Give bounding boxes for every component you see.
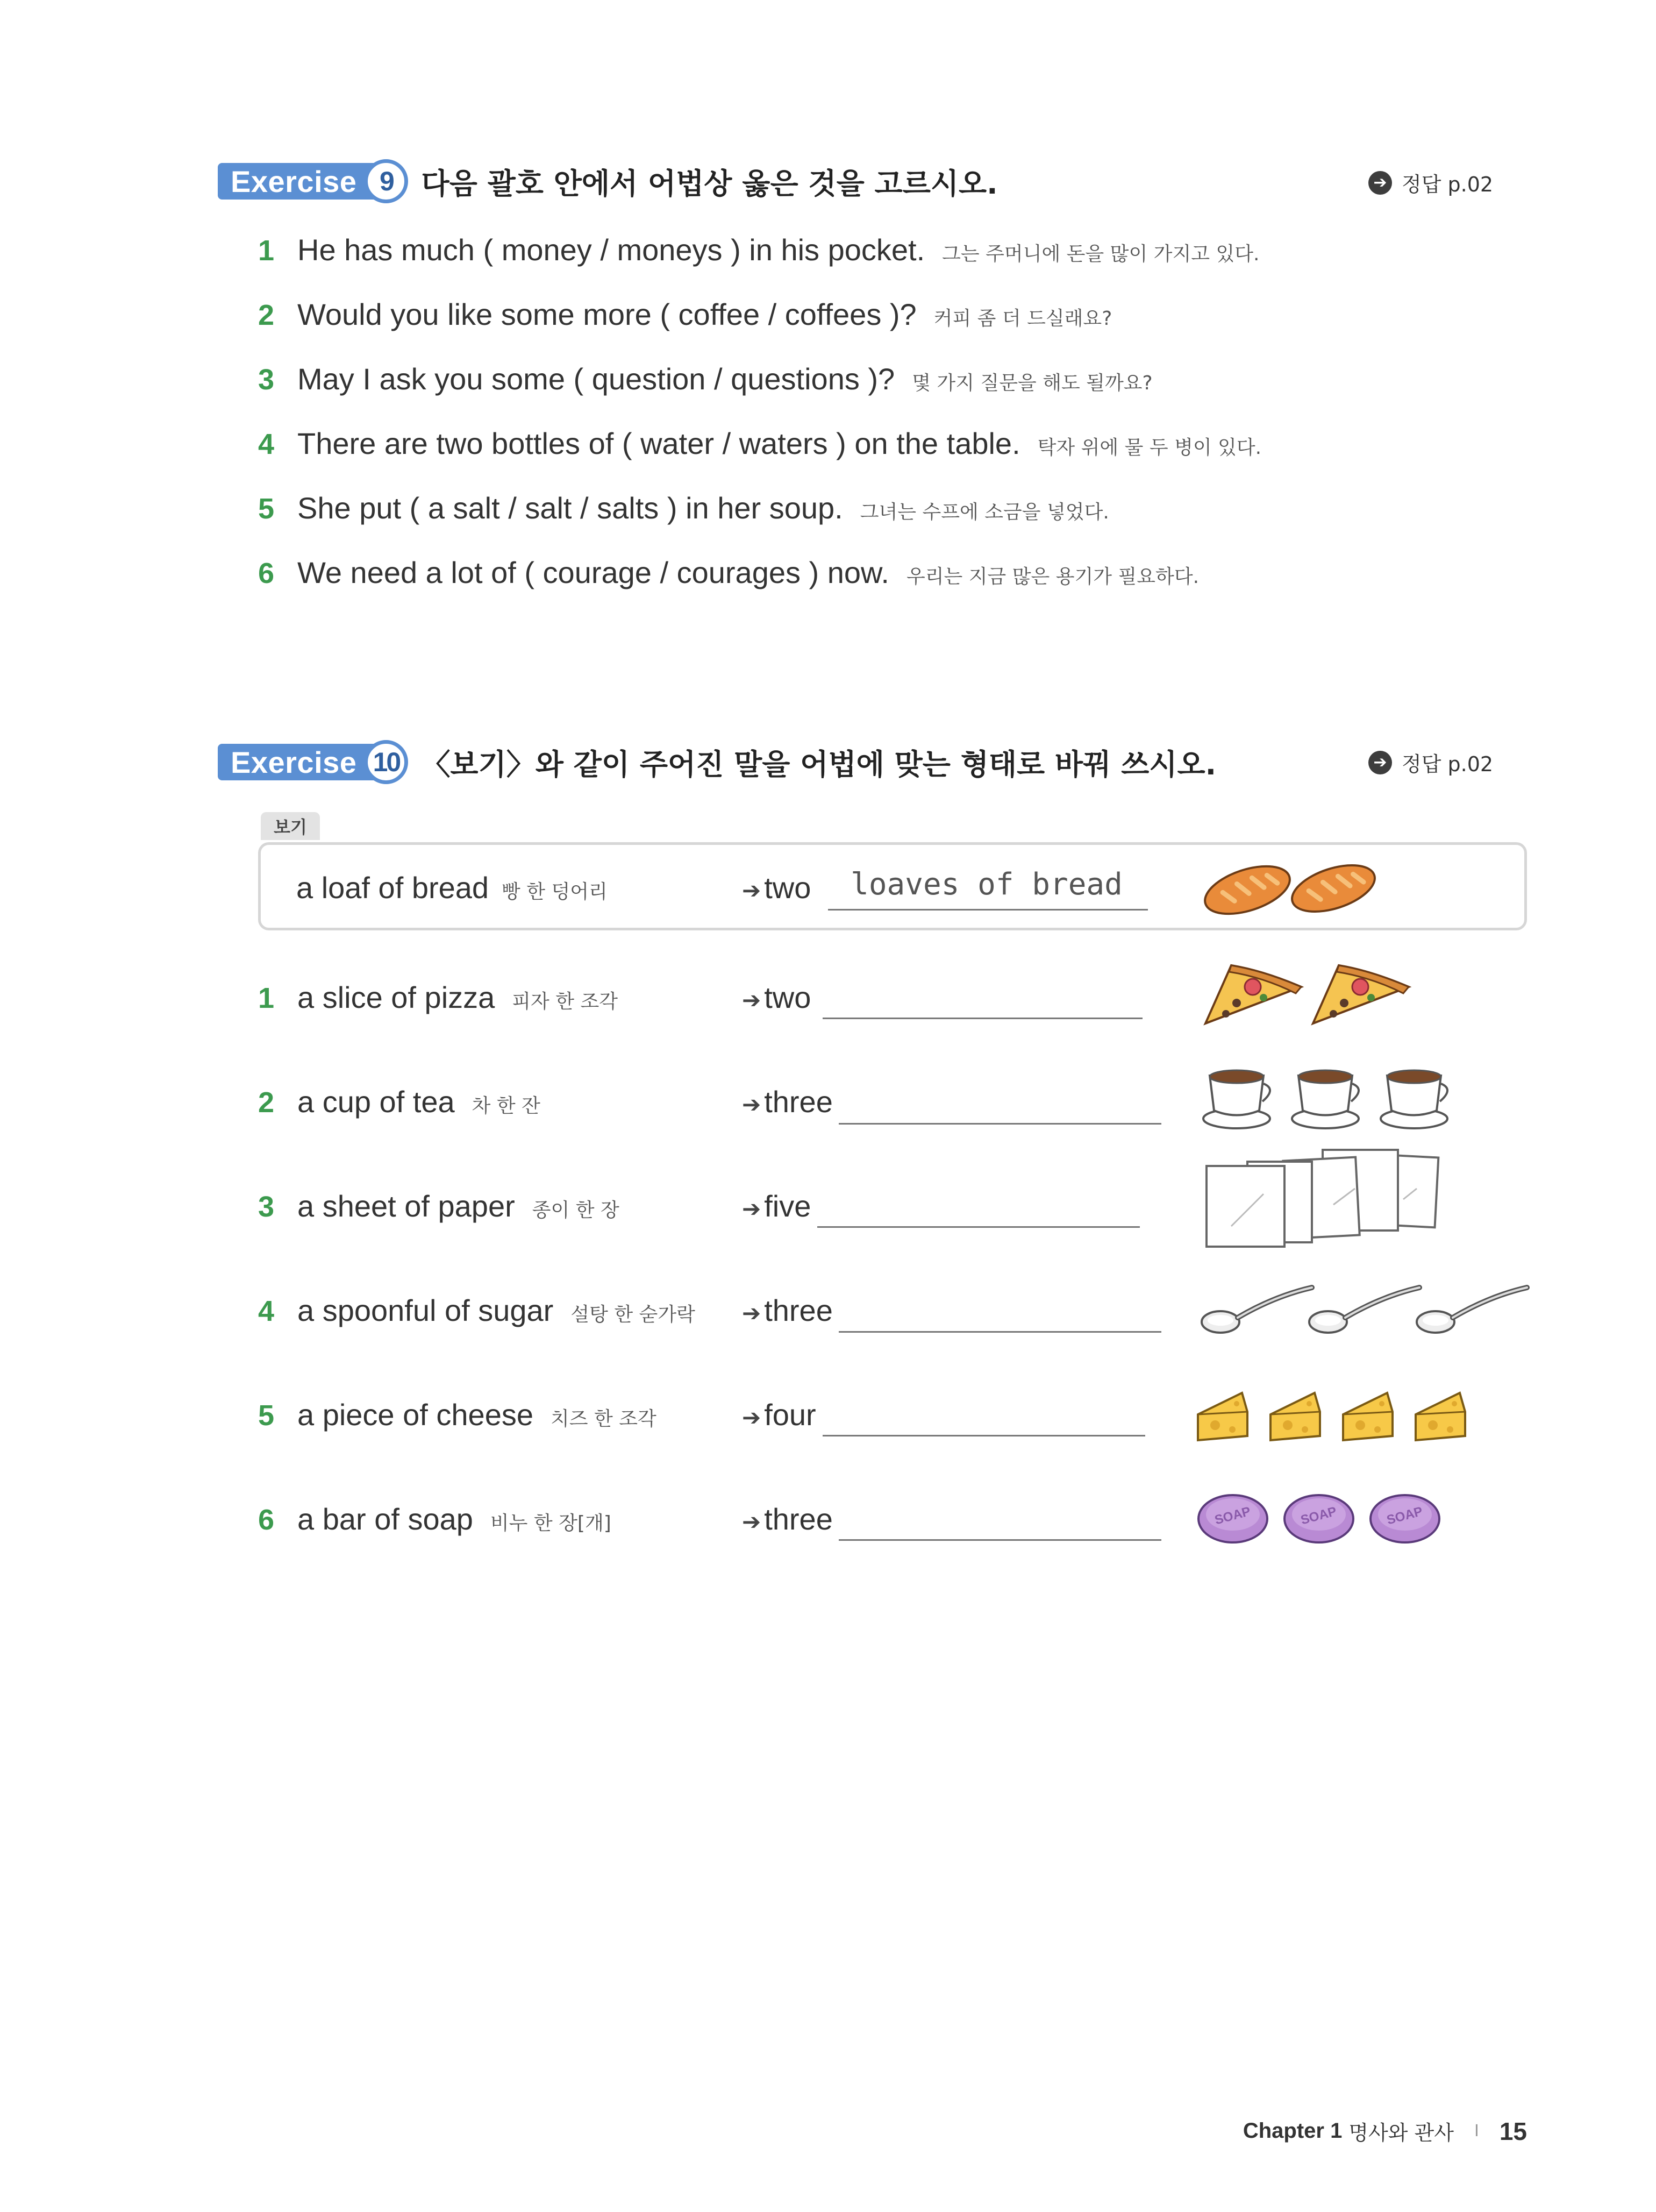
exercise10-item xyxy=(258,1502,611,1537)
teacup-icon xyxy=(1381,1070,1447,1128)
item-translation: 치즈 한 조각 xyxy=(550,1408,656,1430)
arrow-icon: ➔ xyxy=(742,1300,761,1326)
teacup-picture xyxy=(1199,1059,1457,1135)
item-number: 5 xyxy=(258,493,275,525)
item-count xyxy=(742,980,811,1015)
count-word: two xyxy=(764,980,811,1014)
answer-reference xyxy=(1368,168,1493,197)
exercise9-item xyxy=(258,361,1153,396)
exercise-instruction: 〈보기〉와 같이 주어진 말을 어법에 맞는 형태로 바꿔 쓰시오. xyxy=(421,747,1217,781)
item-translation: 탁자 위에 물 두 병이 있다. xyxy=(1037,437,1262,459)
spoon-picture xyxy=(1199,1275,1543,1339)
exercise10-header xyxy=(218,738,1216,786)
exercise10-item xyxy=(258,1189,619,1224)
chapter-label: Chapter 1 xyxy=(1243,2119,1343,2143)
exercise9-header xyxy=(218,157,998,205)
exercise10-item xyxy=(258,1084,540,1119)
spoon-icon xyxy=(1202,1288,1312,1333)
item-translation: 종이 한 장 xyxy=(532,1199,619,1221)
item-number: 6 xyxy=(258,557,275,589)
answer-reference-text: 정답 p.02 xyxy=(1402,173,1494,196)
chapter-title: 명사와 관사 xyxy=(1348,2121,1454,2145)
bread-icon xyxy=(1286,856,1380,921)
item-phrase: a cup of tea xyxy=(297,1085,455,1119)
cheese-icon xyxy=(1198,1393,1247,1440)
spoon-icon xyxy=(1309,1288,1419,1333)
pizza-slice-icon xyxy=(1205,965,1301,1023)
exercise9-item xyxy=(258,555,1199,590)
soap-picture xyxy=(1196,1484,1454,1549)
page-number: 15 xyxy=(1499,2117,1527,2145)
example-translation: 빵 한 덩어리 xyxy=(502,881,608,903)
exercise10-item xyxy=(258,1293,695,1328)
item-sentence: There are two bottles of ( water / waters ) on the table. xyxy=(297,426,1020,460)
item-translation: 몇 가지 질문을 해도 될까요? xyxy=(912,372,1153,394)
item-number: 4 xyxy=(258,428,275,460)
pizza-slice-icon xyxy=(1313,965,1409,1023)
item-phrase: a piece of cheese xyxy=(297,1398,533,1432)
bread-picture xyxy=(1202,855,1384,925)
item-phrase: a bar of soap xyxy=(297,1502,473,1536)
page-footer xyxy=(1243,2116,1527,2146)
item-translation: 우리는 지금 많은 용기가 필요하다. xyxy=(906,566,1200,588)
arrow-icon: ➔ xyxy=(742,878,761,903)
soap-bar-icon xyxy=(1371,1495,1439,1542)
arrow-circle-icon: ➔ xyxy=(1368,751,1392,774)
exercise9-item xyxy=(258,297,1112,332)
answer-blank[interactable] xyxy=(823,1435,1145,1436)
arrow-icon: ➔ xyxy=(742,1196,761,1221)
teacup-icon xyxy=(1292,1070,1359,1128)
answer-blank[interactable] xyxy=(823,1018,1143,1019)
arrow-icon: ➔ xyxy=(742,1509,761,1534)
exercise-instruction: 다음 괄호 안에서 어법상 옳은 것을 고르시오. xyxy=(421,166,998,201)
item-number: 4 xyxy=(258,1295,275,1327)
count-word: three xyxy=(764,1293,833,1327)
answer-blank[interactable] xyxy=(839,1539,1161,1541)
answer-blank[interactable] xyxy=(817,1226,1140,1228)
item-sentence: He has much ( money / moneys ) in his pocket. xyxy=(297,233,925,267)
cheese-picture xyxy=(1194,1382,1473,1447)
item-number: 2 xyxy=(258,1086,275,1119)
exercise-badge: Exercise xyxy=(218,163,382,200)
item-number: 5 xyxy=(258,1399,275,1432)
pizza-picture xyxy=(1199,955,1414,1030)
item-count xyxy=(742,1293,833,1328)
item-translation: 비누 한 장[개] xyxy=(490,1512,611,1534)
arrow-icon: ➔ xyxy=(742,1092,761,1117)
example-label: 보기 xyxy=(261,812,320,840)
item-count xyxy=(742,1397,816,1432)
item-translation: 차 한 잔 xyxy=(472,1095,540,1117)
item-translation: 설탕 한 숟가락 xyxy=(570,1304,695,1326)
arrow-icon: ➔ xyxy=(742,987,761,1013)
item-phrase: a sheet of paper xyxy=(297,1189,515,1223)
arrow-circle-icon: ➔ xyxy=(1368,171,1392,195)
answer-blank[interactable] xyxy=(839,1331,1161,1333)
cheese-icon xyxy=(1416,1393,1465,1440)
item-translation: 그녀는 수프에 소금을 넣었다. xyxy=(860,501,1109,523)
paper-sheet-icon xyxy=(1207,1166,1284,1247)
example-item xyxy=(296,870,608,905)
cheese-icon xyxy=(1270,1393,1320,1440)
item-count xyxy=(742,1189,811,1224)
count-word: two xyxy=(764,871,811,905)
item-translation: 그는 주머니에 돈을 많이 가지고 있다. xyxy=(942,243,1260,265)
item-count xyxy=(742,1502,833,1537)
count-word: five xyxy=(764,1189,811,1223)
item-sentence: We need a lot of ( courage / courages ) now. xyxy=(297,556,889,589)
answer-reference xyxy=(1368,748,1493,777)
exercise9-item xyxy=(258,426,1261,461)
exercise10-item xyxy=(258,980,618,1015)
count-word: three xyxy=(764,1502,833,1536)
item-number: 1 xyxy=(258,982,275,1014)
example-count xyxy=(742,870,811,905)
item-count xyxy=(742,1084,833,1119)
item-number: 3 xyxy=(258,364,275,396)
soap-bar-icon xyxy=(1284,1495,1353,1542)
exercise-number: 9 xyxy=(364,159,408,203)
cheese-icon xyxy=(1343,1393,1393,1440)
example-answer-line xyxy=(828,909,1148,911)
item-sentence: She put ( a salt / salt / salts ) in her soup. xyxy=(297,491,843,525)
paper-picture xyxy=(1204,1146,1441,1253)
exercise-number: 10 xyxy=(364,740,408,784)
answer-blank[interactable] xyxy=(839,1123,1161,1125)
item-number: 1 xyxy=(258,234,275,267)
item-translation: 피자 한 조각 xyxy=(512,991,618,1013)
teacup-icon xyxy=(1203,1070,1270,1128)
item-sentence: Would you like some more ( coffee / coffees )? xyxy=(297,297,917,331)
soap-bar-icon xyxy=(1198,1495,1267,1542)
example-answer: loaves of bread xyxy=(851,867,1123,902)
exercise9-item xyxy=(258,232,1259,267)
spoon-icon xyxy=(1417,1288,1527,1333)
count-word: four xyxy=(764,1398,816,1432)
count-word: three xyxy=(764,1085,833,1119)
item-sentence: May I ask you some ( question / questions )? xyxy=(297,362,895,396)
item-phrase: a slice of pizza xyxy=(297,980,495,1014)
item-number: 6 xyxy=(258,1504,275,1536)
exercise10-item xyxy=(258,1397,656,1432)
arrow-icon: ➔ xyxy=(742,1405,761,1430)
answer-reference-text: 정답 p.02 xyxy=(1402,752,1494,776)
bread-icon xyxy=(1202,857,1296,923)
soap-label: SOAP xyxy=(1213,1504,1252,1528)
footer-divider: I xyxy=(1474,2122,1479,2140)
item-number: 3 xyxy=(258,1191,275,1223)
item-number: 2 xyxy=(258,299,275,331)
item-phrase: a spoonful of sugar xyxy=(297,1293,554,1327)
example-phrase: a loaf of bread xyxy=(296,871,489,905)
exercise9-item xyxy=(258,490,1109,525)
soap-label: SOAP xyxy=(1299,1504,1338,1528)
soap-label: SOAP xyxy=(1385,1504,1424,1528)
item-translation: 커피 좀 더 드실래요? xyxy=(933,308,1112,330)
exercise-badge: Exercise xyxy=(218,744,382,780)
